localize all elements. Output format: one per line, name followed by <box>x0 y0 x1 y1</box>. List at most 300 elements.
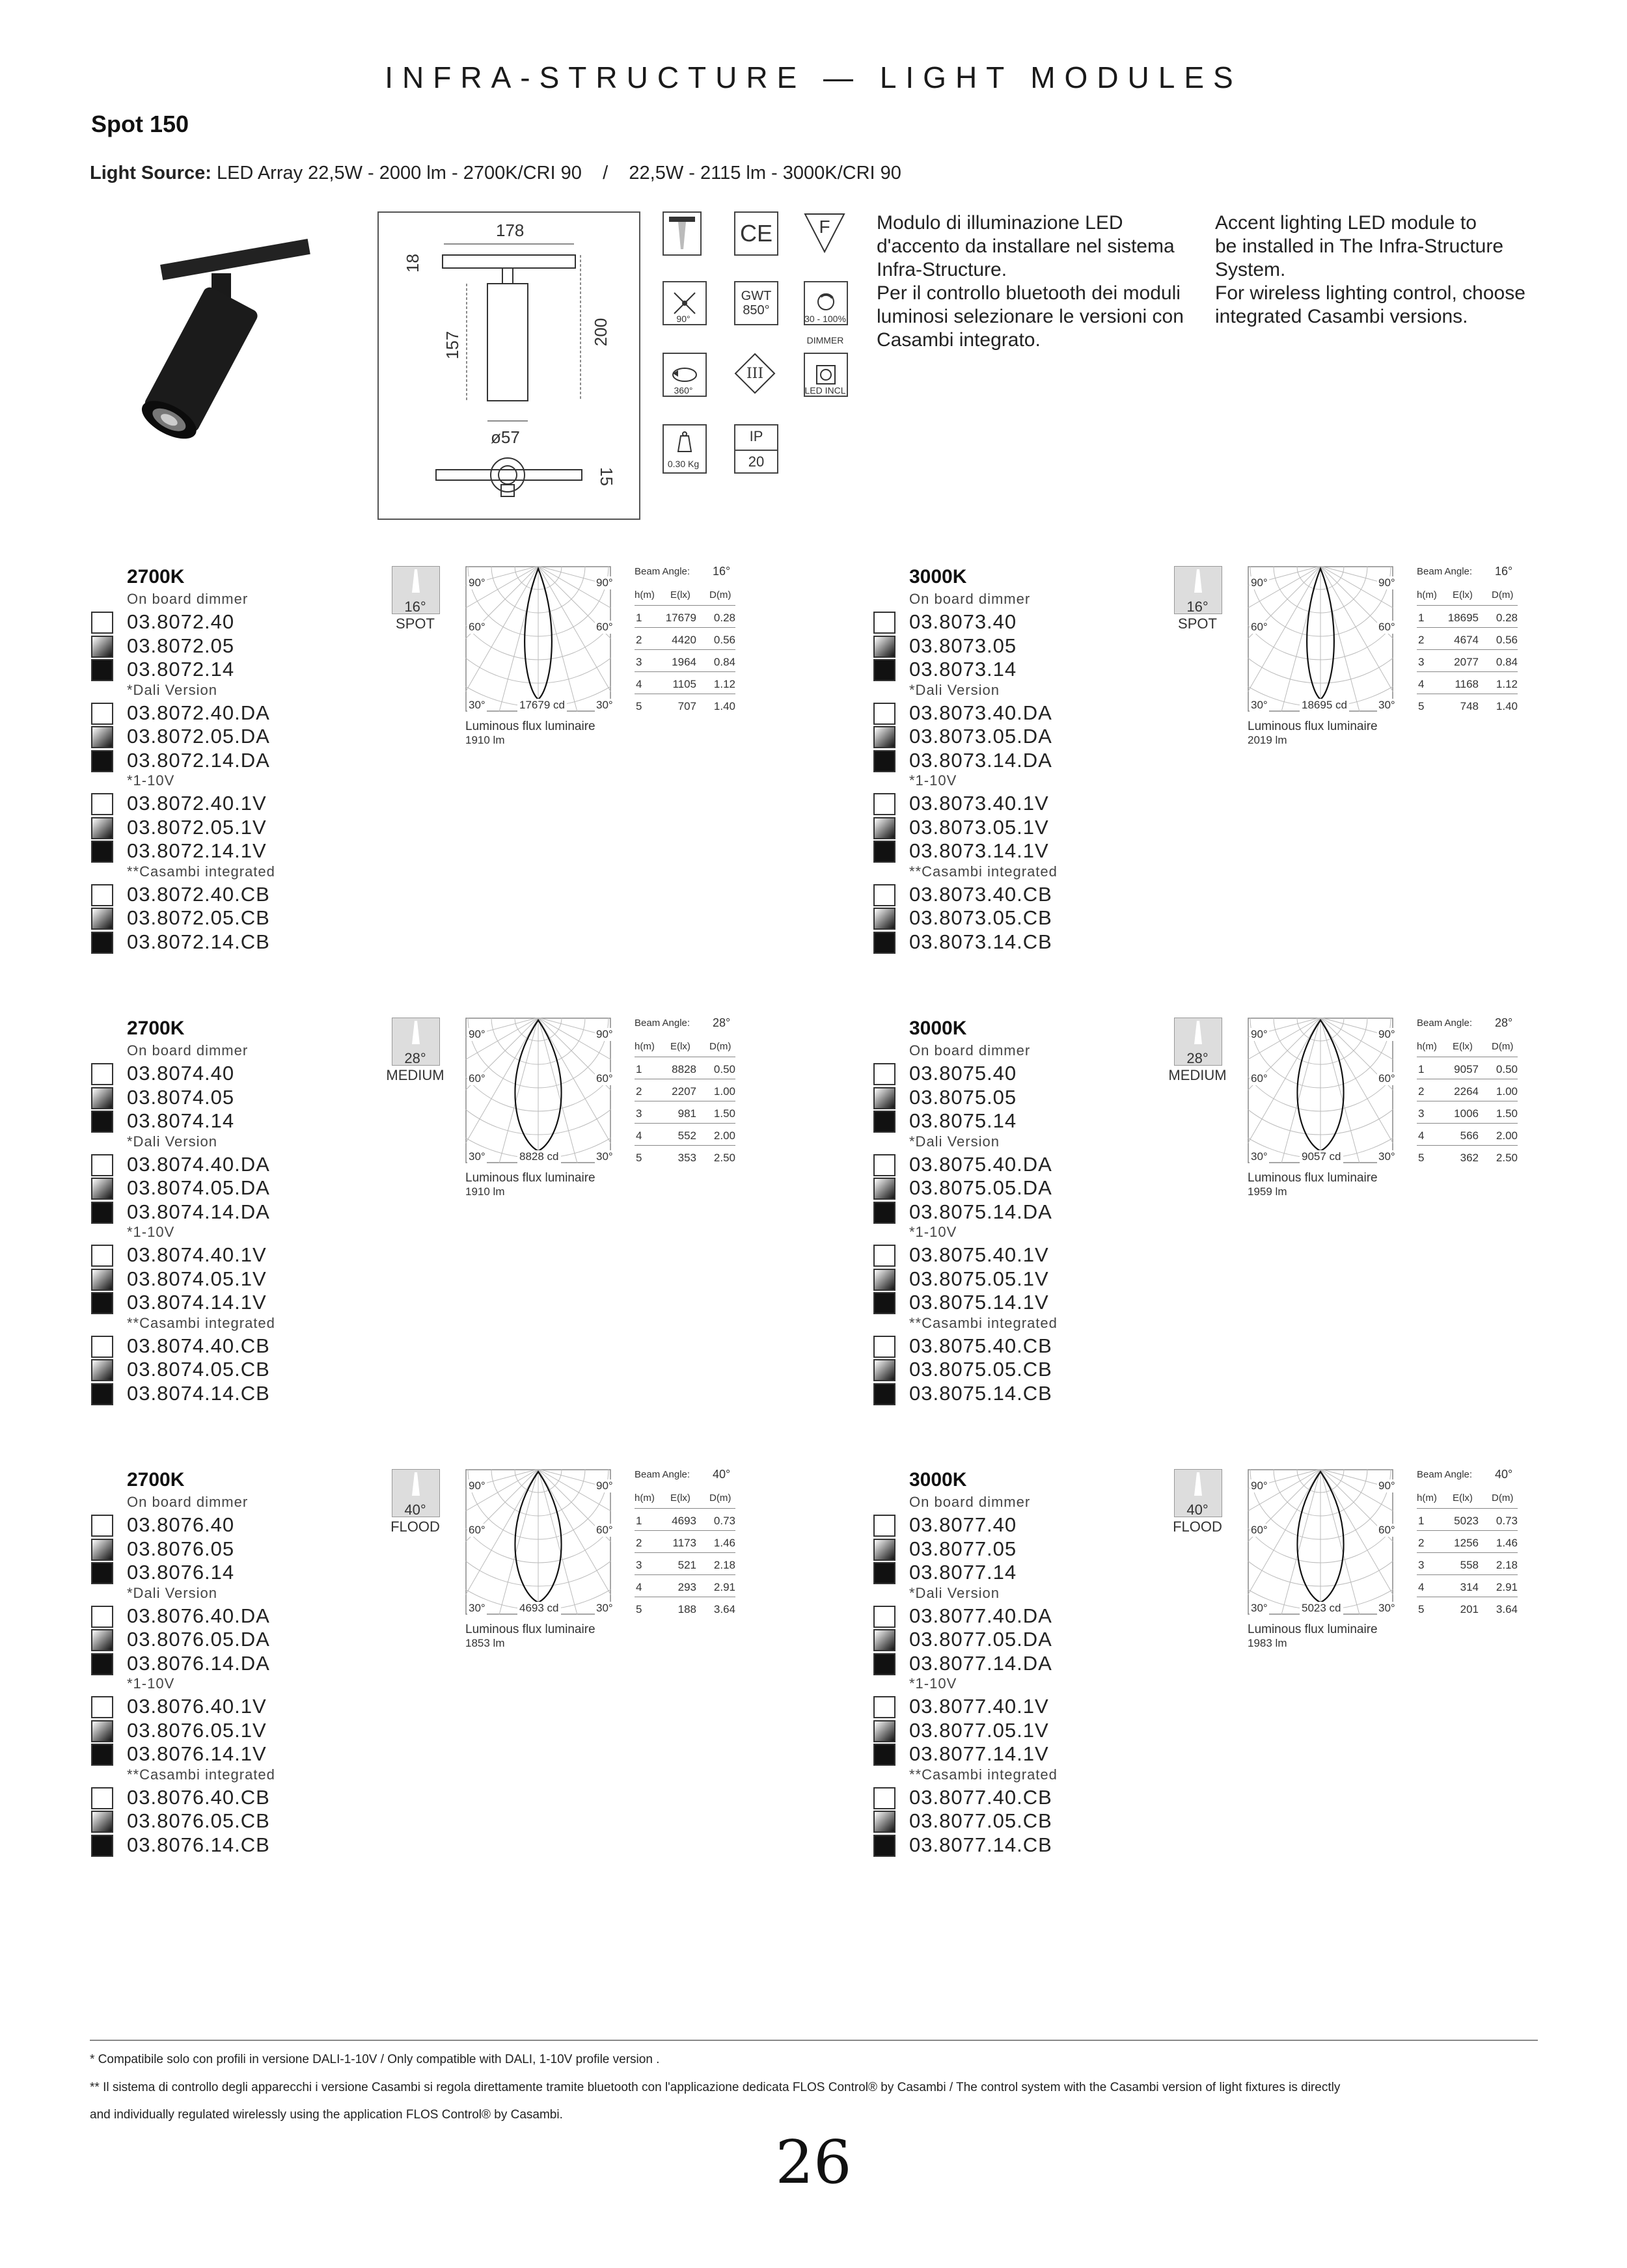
beam-name: SPOT <box>1178 615 1217 632</box>
polar-diagram <box>1248 566 1393 712</box>
peak-intensity: 5023 cd <box>1300 1602 1343 1615</box>
polar-angle-label: 30° <box>1378 699 1395 711</box>
table-d: 2.50 <box>713 1152 735 1164</box>
table-e: 981 <box>677 1107 696 1120</box>
dim-total: 200 <box>591 317 611 347</box>
polar-angle-label: 90° <box>469 576 485 589</box>
table-d: 0.28 <box>1496 612 1518 624</box>
table-d: 0.28 <box>713 612 735 624</box>
finish-swatch <box>873 636 896 658</box>
product-code: 03.8072.05.CB <box>127 906 270 929</box>
col-e: E(lx) <box>670 1492 690 1504</box>
description-english <box>1215 211 1540 329</box>
polar-angle-label: 30° <box>1251 1150 1268 1163</box>
color-temperature: 2700K <box>127 1469 185 1491</box>
variant-block <box>873 1018 1627 1460</box>
polar-angle-label: 60° <box>1251 1524 1268 1536</box>
table-d: 1.12 <box>713 678 735 690</box>
beam-angle-value: 28° <box>1495 1016 1513 1029</box>
product-code: 03.8076.05.DA <box>127 1628 270 1651</box>
table-d: 3.64 <box>713 1603 735 1615</box>
polar-angle-label: 30° <box>469 1602 485 1614</box>
product-code: 03.8077.05.1V <box>909 1718 1049 1742</box>
table-d: 1.50 <box>713 1107 735 1120</box>
description-line: For wireless lighting control, choose <box>1215 282 1525 304</box>
table-e: 1964 <box>672 656 696 668</box>
finish-swatch <box>873 1292 896 1314</box>
table-d: 3.64 <box>1496 1603 1518 1615</box>
footnote-divider <box>90 2040 1538 2041</box>
polar-angle-label: 30° <box>1251 699 1268 711</box>
col-d: D(m) <box>1492 1492 1514 1504</box>
color-temperature: 2700K <box>127 1018 185 1039</box>
luminous-flux-value: 1983 lm <box>1248 1637 1287 1649</box>
col-e: E(lx) <box>1453 589 1473 601</box>
finish-swatch <box>91 884 113 906</box>
group-label: On board dimmer <box>909 591 1031 607</box>
finish-swatch <box>91 1606 113 1628</box>
table-d: 1.00 <box>713 1085 735 1098</box>
ip-rating-icon <box>734 424 778 474</box>
col-d: D(m) <box>709 589 731 601</box>
table-e: 4693 <box>672 1515 696 1527</box>
luminous-flux-value: 1853 lm <box>465 1637 505 1649</box>
ip-label: IP <box>749 427 763 444</box>
product-code: 03.8074.14.DA <box>127 1200 270 1223</box>
product-code: 03.8077.40.CB <box>909 1785 1052 1809</box>
product-code: 03.8074.14.CB <box>127 1381 270 1405</box>
product-code: 03.8074.05.CB <box>127 1358 270 1381</box>
product-code: 03.8073.05.1V <box>909 815 1049 839</box>
group-label: **Casambi integrated <box>909 863 1058 880</box>
polar-angle-label: 60° <box>469 1072 485 1085</box>
table-d: 2.00 <box>1496 1129 1518 1142</box>
finish-swatch <box>873 841 896 863</box>
description-line: be installed in The Infra-Structure <box>1215 236 1504 257</box>
luminous-flux-label: Luminous flux luminaire <box>465 1623 595 1636</box>
dim-diameter: ø57 <box>491 427 520 447</box>
table-row <box>635 608 735 628</box>
polar-angle-label: 60° <box>1251 621 1268 633</box>
table-h: 3 <box>636 1107 642 1120</box>
polar-angle-label: 60° <box>469 621 485 633</box>
col-h: h(m) <box>1417 1041 1437 1052</box>
table-e: 566 <box>1460 1129 1479 1142</box>
table-e: 353 <box>677 1152 696 1164</box>
product-code: 03.8075.40 <box>909 1062 1017 1085</box>
gwt-value: 850° <box>743 303 770 317</box>
variant-block <box>873 1469 1627 1911</box>
light-source <box>90 163 901 184</box>
table-d: 0.73 <box>713 1515 735 1527</box>
product-code: 03.8073.05 <box>909 634 1017 657</box>
table-e: 8828 <box>672 1063 696 1075</box>
beam-degree: 16° <box>404 599 426 615</box>
peak-intensity: 9057 cd <box>1300 1150 1343 1163</box>
product-code: 03.8075.14.DA <box>909 1200 1052 1223</box>
polar-diagram <box>1248 1018 1393 1163</box>
table-e: 362 <box>1460 1152 1479 1164</box>
polar-diagram <box>465 1018 611 1163</box>
product-code: 03.8072.05.DA <box>127 725 270 748</box>
finish-swatch <box>873 1606 896 1628</box>
product-code: 03.8075.14.1V <box>909 1291 1049 1314</box>
finish-swatch <box>91 750 113 772</box>
table-row <box>1417 1577 1518 1597</box>
group-label: *Dali Version <box>127 1584 217 1601</box>
table-header-rule <box>635 1508 735 1509</box>
finish-swatch <box>873 703 896 725</box>
product-code: 03.8074.40 <box>127 1062 235 1085</box>
table-e: 188 <box>677 1603 696 1615</box>
footnote-casambi: ** Il sistema di controllo degli apparecchi i versione Casambi si regola direttamente tramite bluetooth con l'applicazione dedicata FLOS Control® by Casambi / The control system with the Casambi version of light fixtures is directly <box>90 2081 1341 2094</box>
table-row <box>1417 652 1518 672</box>
description-line: Per il controllo bluetooth dei moduli <box>877 282 1181 304</box>
product-code: 03.8077.05.DA <box>909 1628 1052 1651</box>
table-d: 2.18 <box>1496 1559 1518 1571</box>
table-row <box>1417 1059 1518 1079</box>
table-row <box>1417 1533 1518 1553</box>
dim-side: 15 <box>596 467 616 486</box>
table-e: 17679 <box>665 612 696 624</box>
product-code: 03.8077.14 <box>909 1561 1017 1584</box>
polar-angle-label: 30° <box>1378 1150 1395 1163</box>
product-code: 03.8073.40.1V <box>909 792 1049 815</box>
group-label: *Dali Version <box>127 1133 217 1150</box>
table-h: 1 <box>636 1063 642 1075</box>
finish-swatch <box>873 1202 896 1224</box>
polar-angle-label: 60° <box>1378 1524 1395 1536</box>
polar-angle-label: 90° <box>1251 1028 1268 1040</box>
table-row <box>1417 1103 1518 1124</box>
ip-value: 20 <box>735 450 777 470</box>
finish-swatch <box>873 1154 896 1176</box>
product-code: 03.8072.14 <box>127 658 235 681</box>
table-h: 1 <box>1418 612 1425 624</box>
luminous-flux-value: 1910 lm <box>465 734 505 746</box>
beam-name: MEDIUM <box>386 1067 444 1083</box>
table-h: 5 <box>1418 1152 1425 1164</box>
table-row <box>635 696 735 716</box>
group-label: *Dali Version <box>909 681 1000 698</box>
table-e: 293 <box>677 1581 696 1593</box>
description-line: luminosi selezionare le versioni con <box>877 306 1184 327</box>
table-d: 1.50 <box>1496 1107 1518 1120</box>
product-code: 03.8075.14.CB <box>909 1381 1052 1405</box>
table-row <box>1417 1599 1518 1619</box>
table-h: 2 <box>1418 634 1425 646</box>
description-italian <box>877 211 1202 352</box>
product-code: 03.8076.14.1V <box>127 1742 267 1765</box>
page-title: INFRA-STRUCTURE — LIGHT MODULES <box>385 61 1242 94</box>
col-e: E(lx) <box>670 589 690 601</box>
table-d: 1.40 <box>1496 700 1518 712</box>
table-row <box>1417 630 1518 650</box>
description-line: Infra-Structure. <box>877 259 1007 280</box>
group-label: On board dimmer <box>127 591 249 607</box>
product-code: 03.8072.40.DA <box>127 701 270 724</box>
beam-angle-label: Beam Angle: <box>635 1018 690 1029</box>
description-line: Modulo di illuminazione LED <box>877 212 1123 234</box>
table-e: 201 <box>1460 1603 1479 1615</box>
beam-name: FLOOD <box>390 1519 440 1535</box>
product-code: 03.8076.40.DA <box>127 1604 270 1627</box>
finish-swatch <box>91 817 113 839</box>
dimmer-range: 30 - 100% <box>804 314 846 324</box>
table-row <box>635 1599 735 1619</box>
table-d: 0.56 <box>1496 634 1518 646</box>
finish-swatch <box>91 1835 113 1857</box>
table-row <box>635 1511 735 1531</box>
class-iii-label: III <box>746 365 764 382</box>
beam-name: MEDIUM <box>1168 1067 1227 1083</box>
table-h: 5 <box>636 700 642 712</box>
product-code: 03.8073.40.CB <box>909 882 1052 906</box>
finish-swatch <box>91 932 113 954</box>
col-e: E(lx) <box>1453 1492 1473 1504</box>
product-code: 03.8072.40.CB <box>127 882 270 906</box>
finish-swatch <box>91 908 113 930</box>
table-d: 1.00 <box>1496 1085 1518 1098</box>
color-temperature: 3000K <box>909 1018 967 1039</box>
table-e: 558 <box>1460 1559 1479 1571</box>
product-code: 03.8077.05.CB <box>909 1809 1052 1832</box>
product-code: 03.8073.14.DA <box>909 748 1052 772</box>
table-d: 2.00 <box>713 1129 735 1142</box>
variant-block <box>91 1469 846 1911</box>
table-row <box>1417 1511 1518 1531</box>
weight-caption: 0.30 Kg <box>667 459 700 469</box>
color-temperature: 2700K <box>127 566 185 587</box>
finish-swatch <box>873 1111 896 1133</box>
group-label: *1-10V <box>127 1224 175 1240</box>
finish-swatch <box>91 612 113 634</box>
product-code: 03.8074.05.DA <box>127 1176 270 1199</box>
dim-top: 18 <box>402 254 422 273</box>
polar-angle-label: 90° <box>1378 1479 1395 1492</box>
finish-swatch <box>873 750 896 772</box>
description-line: Casambi integrato. <box>877 329 1041 351</box>
variant-block <box>91 1018 846 1460</box>
finish-swatch <box>91 1515 113 1537</box>
luminous-flux-label: Luminous flux luminaire <box>465 720 595 733</box>
class-iii-icon <box>734 353 776 394</box>
table-row <box>1417 1081 1518 1101</box>
product-code: 03.8075.40.1V <box>909 1243 1049 1266</box>
finish-swatch <box>873 1562 896 1584</box>
finish-swatch <box>91 1087 113 1109</box>
polar-diagram <box>1248 1469 1393 1615</box>
finish-swatch <box>91 1063 113 1085</box>
product-code: 03.8072.14.CB <box>127 930 270 953</box>
table-row <box>635 652 735 672</box>
product-code: 03.8073.40.DA <box>909 701 1052 724</box>
product-code: 03.8074.40.DA <box>127 1152 270 1176</box>
col-d: D(m) <box>1492 589 1514 601</box>
description-line: integrated Casambi versions. <box>1215 306 1468 327</box>
table-h: 5 <box>636 1152 642 1164</box>
table-e: 5023 <box>1454 1515 1479 1527</box>
polar-angle-label: 90° <box>596 576 613 589</box>
table-h: 1 <box>636 612 642 624</box>
table-row <box>1417 608 1518 628</box>
luminous-flux-label: Luminous flux luminaire <box>465 1171 595 1185</box>
finish-swatch <box>873 793 896 815</box>
finish-swatch <box>873 726 896 748</box>
col-e: E(lx) <box>670 1041 690 1052</box>
product-code: 03.8072.40.1V <box>127 792 267 815</box>
product-code: 03.8077.14.1V <box>909 1742 1049 1765</box>
product-code: 03.8076.14 <box>127 1561 235 1584</box>
group-label: On board dimmer <box>909 1494 1031 1510</box>
finish-swatch <box>873 1269 896 1291</box>
finish-swatch <box>91 1202 113 1224</box>
beam-degree: 40° <box>1186 1502 1209 1518</box>
product-code: 03.8077.40.DA <box>909 1604 1052 1627</box>
finish-swatch <box>873 1539 896 1561</box>
table-e: 314 <box>1460 1581 1479 1593</box>
table-h: 1 <box>636 1515 642 1527</box>
polar-angle-label: 30° <box>469 699 485 711</box>
product-code: 03.8076.14.DA <box>127 1651 270 1675</box>
group-label: *1-10V <box>909 772 957 789</box>
table-d: 0.50 <box>1496 1063 1518 1075</box>
finish-swatch <box>873 932 896 954</box>
table-e: 1168 <box>1455 678 1479 690</box>
finish-swatch <box>91 1629 113 1651</box>
product-code: 03.8075.40.CB <box>909 1334 1052 1357</box>
finish-swatch <box>873 908 896 930</box>
finish-swatch <box>91 726 113 748</box>
luminous-flux-label: Luminous flux luminaire <box>1248 720 1378 733</box>
product-code: 03.8076.40.1V <box>127 1695 267 1718</box>
finish-swatch <box>873 1087 896 1109</box>
polar-angle-label: 90° <box>1378 1028 1395 1040</box>
group-label: *Dali Version <box>909 1584 1000 1601</box>
group-label: *1-10V <box>127 1675 175 1692</box>
table-h: 5 <box>1418 700 1425 712</box>
col-d: D(m) <box>1492 1041 1514 1052</box>
luminous-flux-label: Luminous flux luminaire <box>1248 1171 1378 1185</box>
table-h: 2 <box>636 1085 642 1098</box>
table-row <box>635 1081 735 1101</box>
polar-angle-label: 60° <box>1251 1072 1268 1085</box>
table-e: 18695 <box>1447 612 1479 624</box>
group-label: **Casambi integrated <box>127 1314 275 1331</box>
finish-swatch <box>873 1336 896 1358</box>
beam-name: FLOOD <box>1173 1519 1222 1535</box>
finish-swatch <box>91 1245 113 1267</box>
beam-angle-value: 40° <box>1495 1468 1513 1481</box>
finish-swatch <box>91 703 113 725</box>
finish-swatch <box>91 1359 113 1381</box>
product-code: 03.8072.05.1V <box>127 815 267 839</box>
beam-degree: 40° <box>404 1502 426 1518</box>
table-header-rule <box>1417 605 1518 606</box>
polar-angle-label: 30° <box>596 1150 613 1163</box>
finish-swatch <box>91 659 113 681</box>
table-d: 2.91 <box>713 1581 735 1593</box>
beam-angle-value: 28° <box>713 1016 731 1029</box>
table-row <box>1417 674 1518 694</box>
finish-swatch <box>91 1562 113 1584</box>
luminous-flux-value: 1959 lm <box>1248 1185 1287 1198</box>
group-label: On board dimmer <box>909 1042 1031 1059</box>
finish-swatch <box>91 1811 113 1833</box>
polar-angle-label: 30° <box>596 699 613 711</box>
product-code: 03.8073.40 <box>909 610 1017 633</box>
table-h: 3 <box>1418 1107 1425 1120</box>
table-e: 748 <box>1460 700 1479 712</box>
polar-angle-label: 30° <box>1378 1602 1395 1614</box>
description-line: d'accento da installare nel sistema <box>877 236 1175 257</box>
polar-angle-label: 60° <box>596 1072 613 1085</box>
luminous-flux-value: 1910 lm <box>465 1185 505 1198</box>
product-code: 03.8072.14.1V <box>127 839 267 862</box>
table-e: 1256 <box>1454 1537 1479 1549</box>
table-h: 4 <box>636 1129 642 1142</box>
table-d: 0.84 <box>1496 656 1518 668</box>
table-row <box>1417 1555 1518 1575</box>
f-mark-icon <box>804 211 845 253</box>
product-code: 03.8077.05 <box>909 1537 1017 1560</box>
table-row <box>635 1533 735 1553</box>
table-d: 2.91 <box>1496 1581 1518 1593</box>
f-mark-label: F <box>819 217 830 237</box>
product-code: 03.8074.05 <box>127 1085 235 1109</box>
ce-icon: CE <box>734 211 778 256</box>
table-e: 521 <box>677 1559 696 1571</box>
finish-swatch <box>873 1515 896 1537</box>
table-row <box>635 630 735 650</box>
group-label: On board dimmer <box>127 1042 249 1059</box>
group-label: *1-10V <box>909 1675 957 1692</box>
col-h: h(m) <box>635 1041 655 1052</box>
table-h: 4 <box>1418 1129 1425 1142</box>
table-row <box>635 1103 735 1124</box>
product-code: 03.8076.40.CB <box>127 1785 270 1809</box>
finish-swatch <box>873 1063 896 1085</box>
table-e: 707 <box>677 700 696 712</box>
polar-angle-label: 90° <box>469 1028 485 1040</box>
product-code: 03.8073.14.CB <box>909 930 1052 953</box>
table-row <box>1417 696 1518 716</box>
group-label: *1-10V <box>127 772 175 789</box>
peak-intensity: 4693 cd <box>517 1602 561 1615</box>
table-h: 4 <box>636 1581 642 1593</box>
table-e: 1105 <box>672 678 696 690</box>
product-code: 03.8074.40.CB <box>127 1334 270 1357</box>
polar-angle-label: 60° <box>1378 1072 1395 1085</box>
product-code: 03.8077.40.1V <box>909 1695 1049 1718</box>
beam-angle-label: Beam Angle: <box>635 1469 690 1480</box>
table-d: 1.46 <box>1496 1537 1518 1549</box>
table-header-rule <box>635 605 735 606</box>
product-code: 03.8075.40.DA <box>909 1152 1052 1176</box>
finish-swatch <box>873 817 896 839</box>
col-e: E(lx) <box>1453 1041 1473 1052</box>
finish-swatch <box>873 659 896 681</box>
finish-swatch <box>91 793 113 815</box>
table-h: 4 <box>636 678 642 690</box>
description-line: System. <box>1215 259 1286 280</box>
table-e: 552 <box>677 1129 696 1142</box>
technical-drawing <box>377 211 640 520</box>
finish-swatch <box>873 1720 896 1742</box>
beam-angle-value: 16° <box>1495 565 1513 578</box>
col-d: D(m) <box>709 1492 731 1504</box>
product-code: 03.8076.05 <box>127 1537 235 1560</box>
